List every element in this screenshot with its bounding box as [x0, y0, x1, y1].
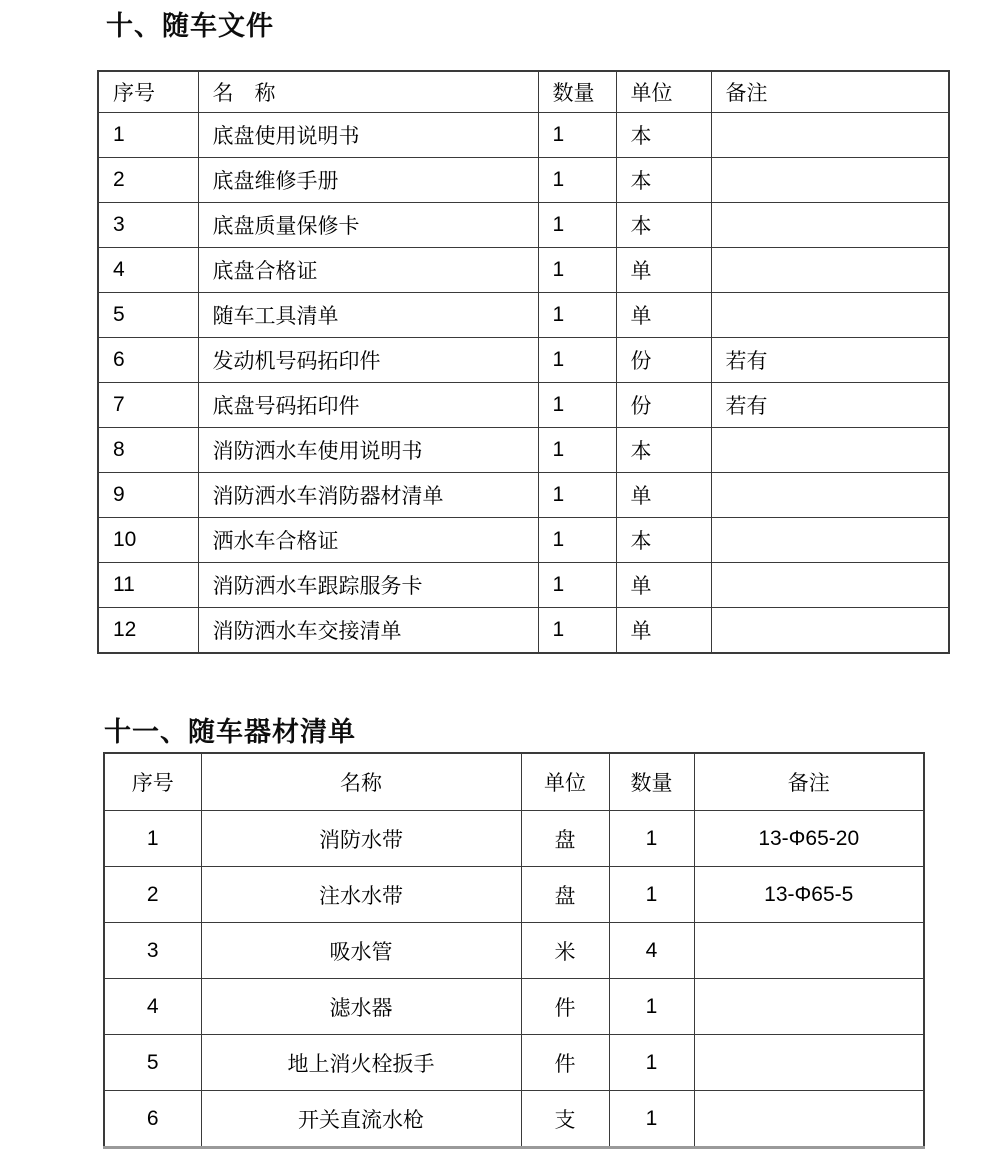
cell-name: 底盘合格证: [198, 248, 538, 293]
cell-qty: 1: [538, 383, 616, 428]
table-row: [104, 923, 924, 979]
cell-name: 消防洒水车消防器材清单: [198, 473, 538, 518]
cell-remark: [711, 608, 949, 654]
table-row: [98, 428, 949, 473]
section-title-documents: 十、随车文件: [106, 11, 274, 41]
column-header-qty: 数量: [609, 753, 694, 811]
cell-remark: [711, 203, 949, 248]
cell-unit: 单: [616, 608, 711, 654]
cell-remark: 13-Φ65-5: [694, 867, 924, 923]
cell-unit: 支: [521, 1091, 609, 1148]
cell-name: 地上消火栓扳手: [201, 1035, 521, 1091]
column-header-unit: 单位: [521, 753, 609, 811]
table-row: [98, 608, 949, 654]
cell-unit: 单: [616, 473, 711, 518]
cell-name: 随车工具清单: [198, 293, 538, 338]
cell-no: 3: [104, 923, 201, 979]
table-row: [104, 867, 924, 923]
cell-unit: 件: [521, 1035, 609, 1091]
table-row: [104, 979, 924, 1035]
cell-unit: 本: [616, 158, 711, 203]
cell-unit: 份: [616, 383, 711, 428]
cell-name: 底盘质量保修卡: [198, 203, 538, 248]
cell-name: 吸水管: [201, 923, 521, 979]
cell-unit: 本: [616, 113, 711, 158]
cell-unit: 米: [521, 923, 609, 979]
equipment-table-header-row: [104, 753, 924, 811]
cell-name: 底盘号码拓印件: [198, 383, 538, 428]
cell-remark: [694, 923, 924, 979]
cell-unit: 盘: [521, 811, 609, 867]
cell-name: 底盘使用说明书: [198, 113, 538, 158]
table-row: [98, 338, 949, 383]
cell-qty: 1: [538, 518, 616, 563]
table-row: [98, 518, 949, 563]
section-title-equipment: 十一、随车器材清单: [104, 717, 356, 747]
cell-no: 11: [98, 563, 198, 608]
cell-qty: 1: [538, 338, 616, 383]
cell-remark: 若有: [711, 383, 949, 428]
cell-unit: 单: [616, 563, 711, 608]
cell-qty: 1: [538, 158, 616, 203]
cell-name: 底盘维修手册: [198, 158, 538, 203]
cell-remark: [694, 1035, 924, 1091]
cell-unit: 份: [616, 338, 711, 383]
column-header-unit: 单位: [616, 71, 711, 113]
cell-name: 发动机号码拓印件: [198, 338, 538, 383]
cell-no: 1: [98, 113, 198, 158]
cell-name: 注水水带: [201, 867, 521, 923]
table-row: [104, 1091, 924, 1148]
column-header-remark: 备注: [694, 753, 924, 811]
documents-table-header-row: [98, 71, 949, 113]
cell-no: 4: [98, 248, 198, 293]
cell-qty: 1: [538, 473, 616, 518]
cell-no: 2: [98, 158, 198, 203]
cell-remark: [694, 979, 924, 1035]
table-row: [104, 1035, 924, 1091]
cell-qty: 1: [538, 203, 616, 248]
equipment-table: [103, 752, 925, 1149]
cell-name: 消防洒水车跟踪服务卡: [198, 563, 538, 608]
cell-name: 洒水车合格证: [198, 518, 538, 563]
cell-no: 4: [104, 979, 201, 1035]
cell-name: 滤水器: [201, 979, 521, 1035]
cell-no: 7: [98, 383, 198, 428]
cell-remark: [711, 518, 949, 563]
cell-no: 2: [104, 867, 201, 923]
cell-qty: 1: [538, 563, 616, 608]
column-header-no: 序号: [104, 753, 201, 811]
cell-no: 6: [98, 338, 198, 383]
table-row: [98, 203, 949, 248]
cell-unit: 本: [616, 518, 711, 563]
cell-no: 6: [104, 1091, 201, 1148]
cell-qty: 1: [538, 293, 616, 338]
cell-no: 5: [104, 1035, 201, 1091]
cell-name: 消防洒水车使用说明书: [198, 428, 538, 473]
column-header-name: 名称: [201, 753, 521, 811]
column-header-remark: 备注: [711, 71, 949, 113]
cell-unit: 单: [616, 248, 711, 293]
cell-unit: 本: [616, 203, 711, 248]
cell-no: 8: [98, 428, 198, 473]
cell-no: 3: [98, 203, 198, 248]
cell-remark: 13-Φ65-20: [694, 811, 924, 867]
table-row: [104, 811, 924, 867]
cell-unit: 件: [521, 979, 609, 1035]
cell-remark: [711, 428, 949, 473]
cell-no: 10: [98, 518, 198, 563]
table-row: [98, 113, 949, 158]
table-row: [98, 383, 949, 428]
cell-qty: 1: [538, 428, 616, 473]
cell-no: 5: [98, 293, 198, 338]
cell-remark: [711, 158, 949, 203]
documents-table: [97, 70, 950, 654]
cell-qty: 1: [609, 811, 694, 867]
cell-no: 12: [98, 608, 198, 654]
column-header-qty: 数量: [538, 71, 616, 113]
column-header-no: 序号: [98, 71, 198, 113]
cell-remark: [711, 248, 949, 293]
cell-name: 消防洒水车交接清单: [198, 608, 538, 654]
cell-qty: 1: [609, 1091, 694, 1148]
cell-name: 开关直流水枪: [201, 1091, 521, 1148]
cell-qty: 4: [609, 923, 694, 979]
cell-qty: 1: [609, 867, 694, 923]
table-row: [98, 248, 949, 293]
cell-remark: 若有: [711, 338, 949, 383]
cell-no: 9: [98, 473, 198, 518]
table-row: [98, 473, 949, 518]
cell-unit: 盘: [521, 867, 609, 923]
column-header-name: 名 称: [198, 71, 538, 113]
table-row: [98, 158, 949, 203]
cell-remark: [711, 113, 949, 158]
cell-qty: 1: [538, 248, 616, 293]
cell-unit: 本: [616, 428, 711, 473]
cell-unit: 单: [616, 293, 711, 338]
cell-qty: 1: [609, 979, 694, 1035]
cell-qty: 1: [609, 1035, 694, 1091]
cell-qty: 1: [538, 608, 616, 654]
table-row: [98, 563, 949, 608]
cell-no: 1: [104, 811, 201, 867]
cell-remark: [694, 1091, 924, 1148]
cell-remark: [711, 563, 949, 608]
table-row: [98, 293, 949, 338]
cell-remark: [711, 473, 949, 518]
cell-remark: [711, 293, 949, 338]
cell-qty: 1: [538, 113, 616, 158]
cell-name: 消防水带: [201, 811, 521, 867]
